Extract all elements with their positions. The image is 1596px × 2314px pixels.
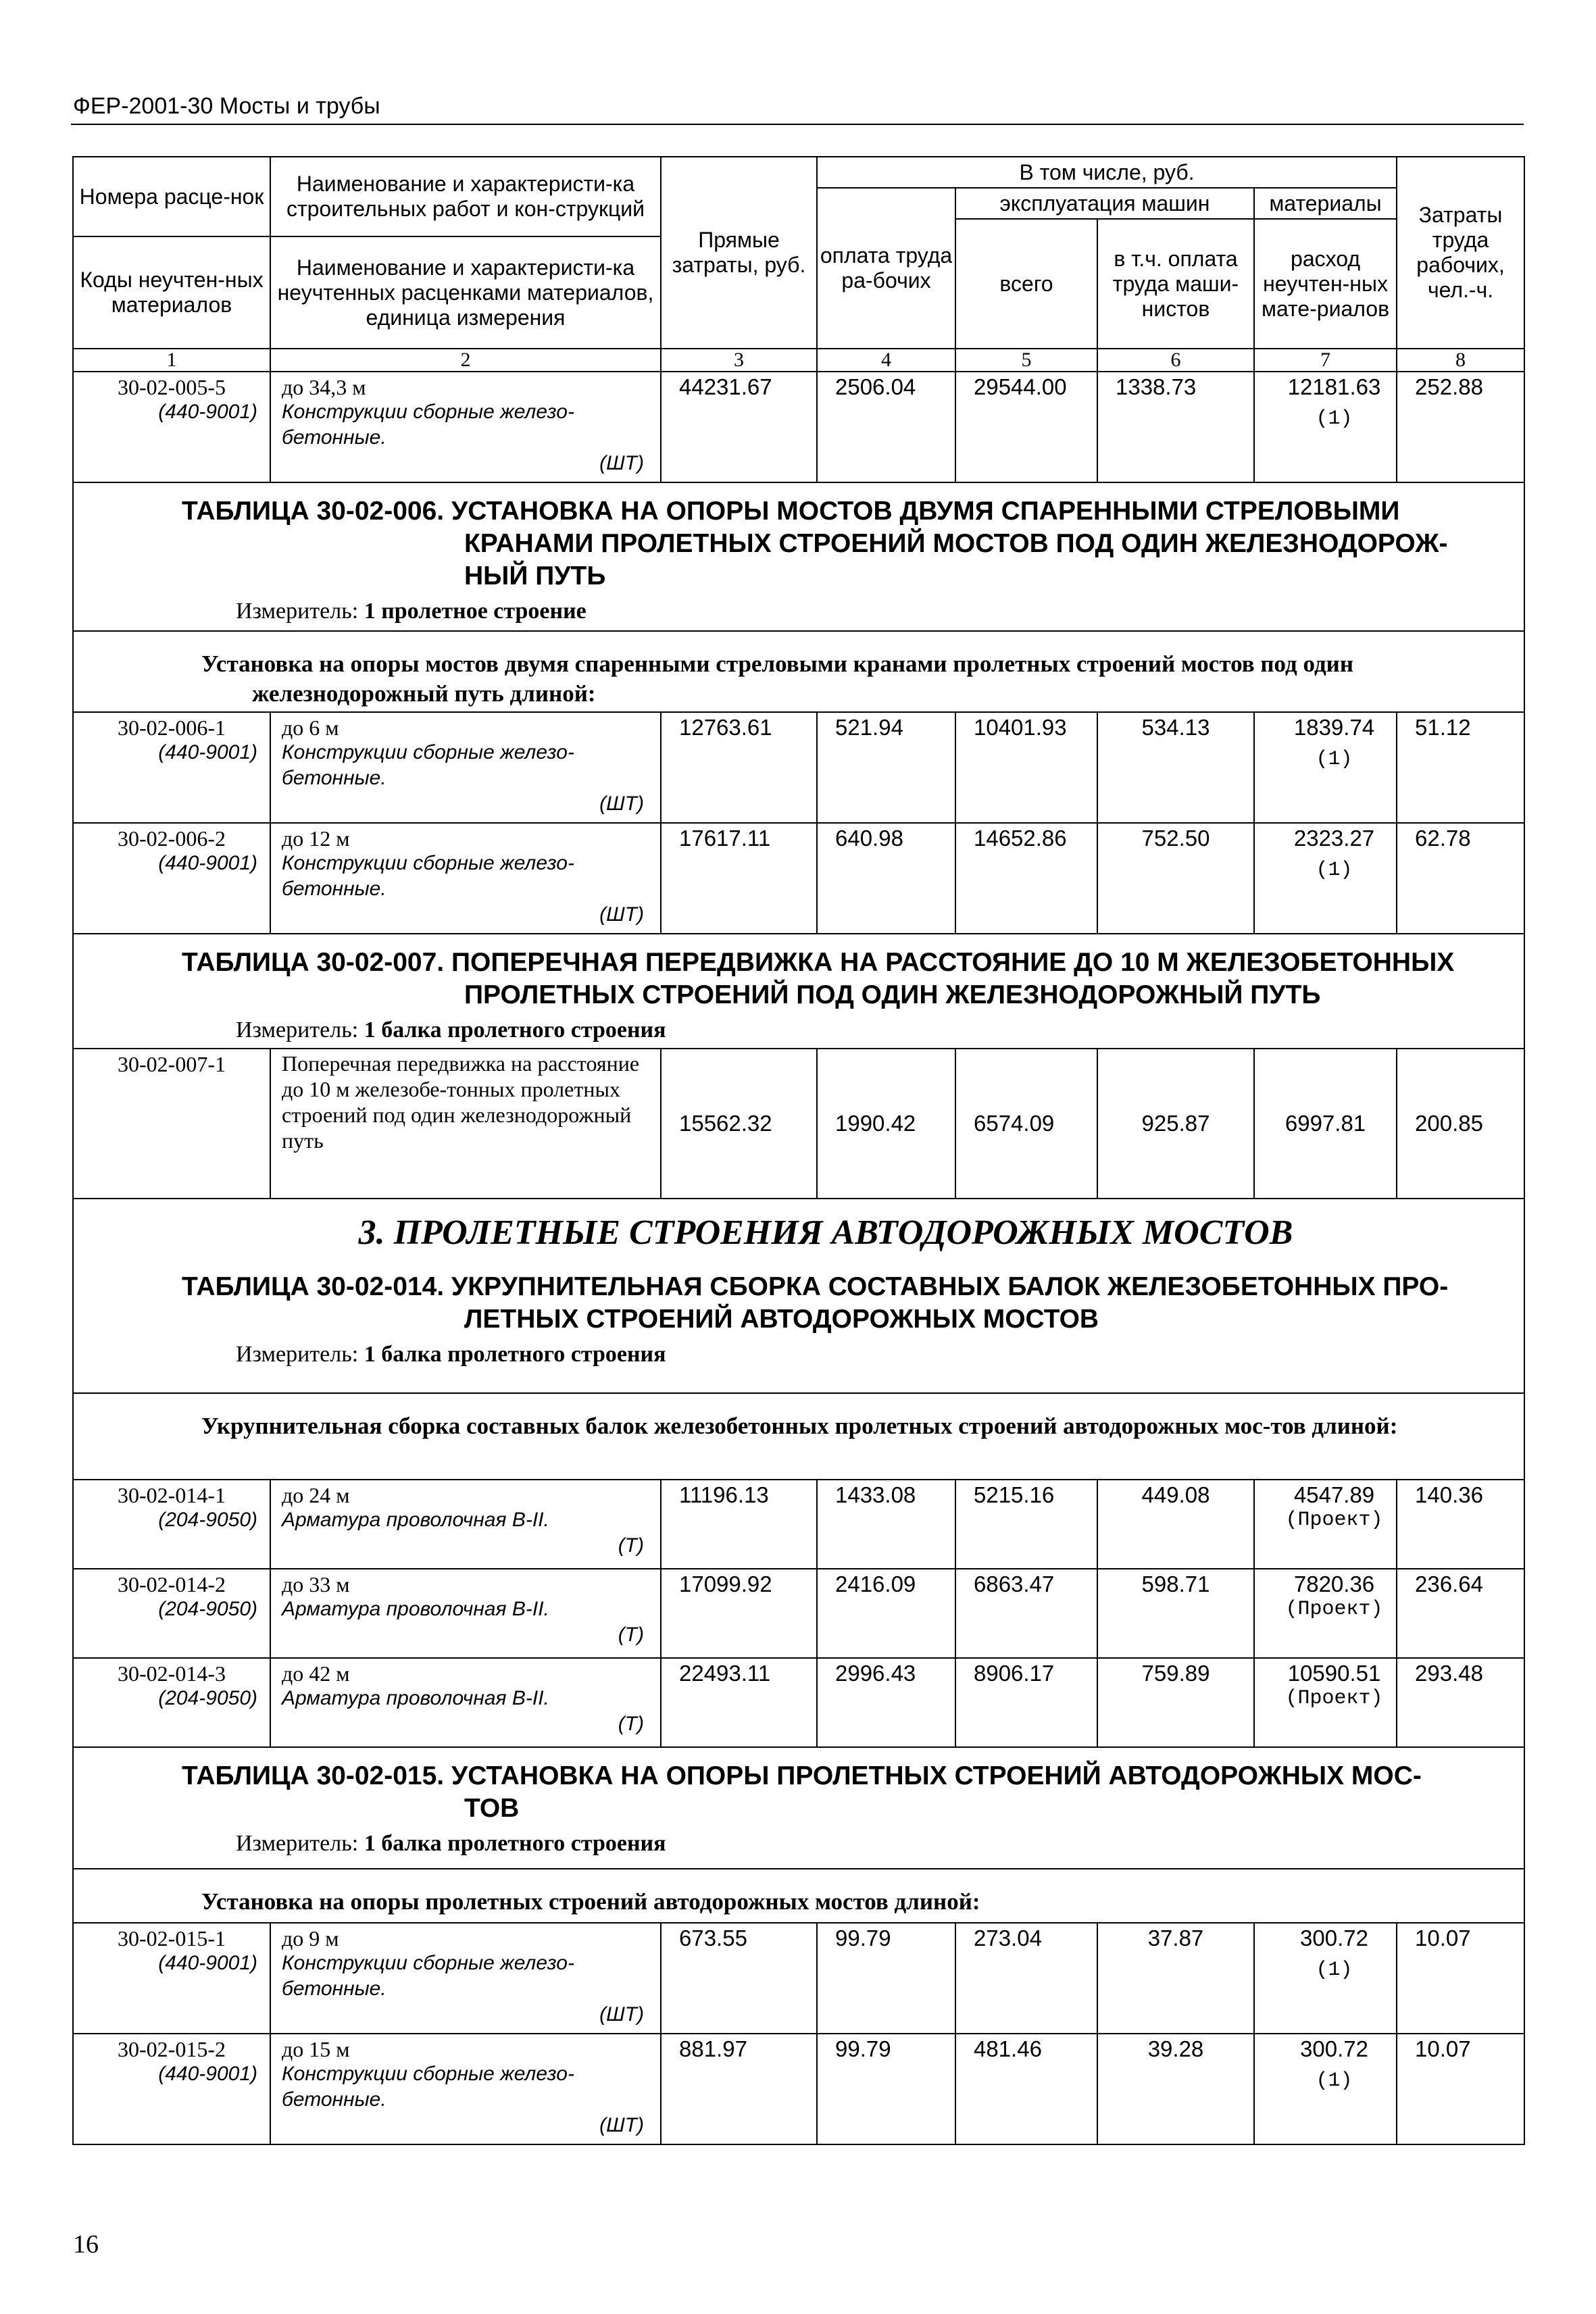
rate-code: 30-02-006-1	[118, 715, 226, 740]
work-name: до 34,3 м	[282, 375, 366, 399]
operators-pay: 759.89	[1097, 1658, 1254, 1747]
table-subtitle: Укрупнительная сборка составных балок железобетонных пролетных строений автодорожных мос-тов длиной:	[201, 1413, 1398, 1439]
materials: 6997.81	[1254, 1049, 1397, 1199]
table-014-subtitle	[73, 1393, 1524, 1480]
labor-hours: 10.07	[1397, 2034, 1524, 2144]
table-015-heading	[73, 1747, 1524, 1869]
material-name: Арматура проволочная В-II.	[282, 1509, 549, 1531]
table-subtitle: Установка на опоры пролетных строений автодорожных мостов длиной:	[201, 1888, 980, 1915]
labor-hours: 51.12	[1397, 712, 1524, 823]
work-name: до 24 м	[282, 1483, 350, 1507]
material-code: (440-9001)	[158, 852, 257, 874]
header-work-name: Наименование и характеристи-ка строительных работ и кон-струкций	[270, 157, 661, 236]
header-operators-pay: в т.ч. оплата труда маши-нистов	[1097, 219, 1254, 349]
machines-total: 6574.09	[955, 1049, 1097, 1199]
labor-pay: 2506.04	[817, 372, 955, 482]
header-including: В том числе, руб.	[817, 157, 1397, 188]
direct-costs: 673.55	[661, 1923, 817, 2034]
material-ref: (1)	[1316, 2069, 1353, 2092]
direct-costs: 15562.32	[661, 1049, 817, 1199]
work-name: до 33 м	[282, 1572, 350, 1596]
meter-label: Измеритель:	[236, 599, 359, 624]
column-number-row: 1 2 3 4 5 6 7 8	[73, 349, 1524, 372]
section-title: 3. ПРОЛЕТНЫЕ СТРОЕНИЯ АВТОДОРОЖНЫХ МОСТОВ	[358, 1213, 1293, 1252]
meter-value: 1 пролетное строение	[364, 599, 587, 624]
work-name: до 15 м	[282, 2037, 350, 2061]
table-row	[73, 372, 1524, 482]
header-material-name: Наименование и характеристи-ка неучтенных расценками материалов, единица измерения	[270, 236, 661, 349]
meter-label: Измеритель:	[236, 1342, 359, 1367]
unit: (ШТ)	[599, 452, 644, 474]
machines-total: 29544.00	[955, 372, 1097, 482]
unit: (Т)	[618, 1534, 644, 1557]
unit: (ШТ)	[599, 903, 644, 926]
header-machines: эксплуатация машин	[955, 188, 1254, 219]
work-name: до 42 м	[282, 1661, 350, 1686]
header-rule	[71, 124, 1524, 125]
unit: (Т)	[618, 1624, 644, 1646]
machines-total: 6863.47	[955, 1569, 1097, 1658]
material-name: Конструкции сборные железо- бетонные.	[282, 2063, 574, 2111]
material-name: Конструкции сборные железо- бетонные.	[282, 1952, 574, 2000]
operators-pay: 752.50	[1097, 823, 1254, 934]
table-006-heading	[73, 482, 1524, 631]
direct-costs: 881.97	[661, 2034, 817, 2144]
material-code: (440-9001)	[158, 2063, 257, 2085]
table-title: ТАБЛИЦА 30-02-015. УСТАНОВКА НА ОПОРЫ ПРОЛЕТНЫХ СТРОЕНИЙ АВТОДОРОЖНЫХ МОС-ТОВ	[182, 1761, 1422, 1823]
materials: 300.72	[1300, 2036, 1368, 2061]
rate-code: 30-02-006-2	[118, 826, 226, 851]
materials: 300.72	[1300, 1926, 1368, 1951]
rate-code: 30-02-014-1	[118, 1483, 226, 1507]
material-ref: (Проект)	[1285, 1687, 1383, 1710]
material-ref: (1)	[1316, 407, 1353, 430]
materials: 4547.89	[1293, 1482, 1375, 1507]
header-labor-hours: Затраты труда рабочих, чел.-ч.	[1397, 157, 1524, 349]
rate-code: 30-02-015-1	[118, 1926, 226, 1951]
table-title: ТАБЛИЦА 30-02-007. ПОПЕРЕЧНАЯ ПЕРЕДВИЖКА НА РАССТОЯНИЕ ДО 10 М ЖЕЛЕЗОБЕТОННЫХ ПРОЛЕТНЫХ СТРОЕНИЙ ПОД ОДИН ЖЕЛЕЗНОДОРОЖНЫЙ ПУТЬ	[182, 948, 1455, 1009]
operators-pay: 39.28	[1097, 2034, 1254, 2144]
header-material-codes: Коды неучтен-ных материалов	[73, 236, 270, 349]
material-code: (204-9050)	[158, 1509, 257, 1531]
work-name: до 6 м	[282, 715, 339, 740]
direct-costs: 22493.11	[661, 1658, 817, 1747]
materials: 10590.51	[1287, 1661, 1381, 1686]
header-row-1	[73, 157, 1524, 188]
labor-pay: 521.94	[817, 712, 955, 823]
rate-code: 30-02-007-1	[118, 1052, 226, 1076]
header-materials: материалы	[1254, 188, 1397, 219]
operators-pay: 534.13	[1097, 712, 1254, 823]
materials: 7820.36	[1293, 1571, 1375, 1596]
labor-hours: 200.85	[1397, 1049, 1524, 1199]
operators-pay: 925.87	[1097, 1049, 1254, 1199]
labor-pay: 1433.08	[817, 1480, 955, 1569]
direct-costs: 11196.13	[661, 1480, 817, 1569]
unit: (ШТ)	[599, 2003, 644, 2026]
machines-total: 14652.86	[955, 823, 1097, 934]
labor-hours: 236.64	[1397, 1569, 1524, 1658]
rates-table	[72, 156, 1525, 2145]
material-name: Арматура проволочная В-II.	[282, 1598, 549, 1620]
labor-hours: 252.88	[1397, 372, 1524, 482]
work-name: до 12 м	[282, 826, 350, 851]
materials: 1839.74	[1293, 715, 1375, 740]
material-name: Конструкции сборные железо- бетонные.	[282, 401, 574, 449]
labor-hours: 10.07	[1397, 1923, 1524, 2034]
table-row	[73, 823, 1524, 934]
operators-pay: 449.08	[1097, 1480, 1254, 1569]
table-007-heading	[73, 934, 1524, 1049]
labor-hours: 140.36	[1397, 1480, 1524, 1569]
header-material-consumption: расход неучтен-ных мате-риалов	[1254, 219, 1397, 349]
material-ref: (1)	[1316, 859, 1353, 882]
labor-pay: 1990.42	[817, 1049, 955, 1199]
direct-costs: 12763.61	[661, 712, 817, 823]
table-row	[73, 712, 1524, 823]
rate-code: 30-02-005-5	[118, 375, 226, 399]
table-row	[73, 1049, 1524, 1199]
labor-hours: 62.78	[1397, 823, 1524, 934]
meter-value: 1 балка пролетного строения	[364, 1017, 666, 1042]
material-ref: (1)	[1316, 748, 1353, 771]
labor-pay: 2996.43	[817, 1658, 955, 1747]
work-name: Поперечная передвижка на расстояние до 10 м железобе-тонных пролетных строений под один железнодорожный путь	[270, 1049, 661, 1199]
material-ref: (1)	[1316, 1959, 1353, 1982]
meter-value: 1 балка пролетного строения	[364, 1831, 666, 1856]
table-title: ТАБЛИЦА 30-02-014. УКРУПНИТЕЛЬНАЯ СБОРКА СОСТАВНЫХ БАЛОК ЖЕЛЕЗОБЕТОННЫХ ПРО-ЛЕТНЫХ СТРОЕНИЙ АВТОДОРОЖНЫХ МОСТОВ	[182, 1272, 1449, 1334]
header-machines-total: всего	[955, 219, 1097, 349]
material-ref: (Проект)	[1285, 1509, 1383, 1532]
meter-value: 1 балка пролетного строения	[364, 1342, 666, 1367]
table-006-subtitle	[73, 631, 1524, 712]
table-row	[73, 1480, 1524, 1569]
table-row	[73, 2034, 1524, 2144]
material-name: Конструкции сборные железо- бетонные.	[282, 741, 574, 789]
material-code: (440-9001)	[158, 401, 257, 423]
table-row	[73, 1569, 1524, 1658]
meter-label: Измеритель:	[236, 1831, 359, 1856]
material-code: (204-9050)	[158, 1598, 257, 1620]
labor-pay: 99.79	[817, 1923, 955, 2034]
machines-total: 273.04	[955, 1923, 1097, 2034]
material-name: Конструкции сборные железо- бетонные.	[282, 852, 574, 900]
material-name: Арматура проволочная В-II.	[282, 1687, 549, 1709]
labor-pay: 99.79	[817, 2034, 955, 2144]
labor-pay: 2416.09	[817, 1569, 955, 1658]
machines-total: 10401.93	[955, 712, 1097, 823]
table-014-heading	[73, 1199, 1524, 1393]
rate-code: 30-02-015-2	[118, 2037, 226, 2061]
operators-pay: 1338.73	[1097, 372, 1254, 482]
table-subtitle: Установка на опоры мостов двумя спаренными стреловыми кранами пролетных строений мостов под один железнодорожный путь длиной:	[201, 651, 1353, 707]
rate-code: 30-02-014-3	[118, 1661, 226, 1686]
running-header: ФЕР-2001-30 Мосты и трубы	[73, 93, 380, 119]
meter-label: Измеритель:	[236, 1017, 359, 1042]
header-rate-number: Номера расце-нок	[73, 157, 270, 236]
table-title: ТАБЛИЦА 30-02-006. УСТАНОВКА НА ОПОРЫ МОСТОВ ДВУМЯ СПАРЕННЫМИ СТРЕЛОВЫМИ КРАНАМИ ПРОЛЕТНЫХ СТРОЕНИЙ МОСТОВ ПОД ОДИН ЖЕЛЕЗНОДОРОЖ-НЫЙ ПУТЬ	[182, 497, 1448, 590]
table-row	[73, 1658, 1524, 1747]
direct-costs: 17099.92	[661, 1569, 817, 1658]
work-name: до 9 м	[282, 1926, 339, 1951]
rate-code: 30-02-014-2	[118, 1572, 226, 1596]
material-code: (440-9001)	[158, 741, 257, 763]
table-row	[73, 1923, 1524, 2034]
header-direct-costs: Прямые затраты, руб.	[661, 157, 817, 349]
unit: (ШТ)	[599, 793, 644, 815]
machines-total: 8906.17	[955, 1658, 1097, 1747]
direct-costs: 44231.67	[661, 372, 817, 482]
labor-hours: 293.48	[1397, 1658, 1524, 1747]
page-number: 16	[73, 2230, 99, 2259]
unit: (ШТ)	[599, 2114, 644, 2136]
operators-pay: 37.87	[1097, 1923, 1254, 2034]
unit: (Т)	[618, 1713, 644, 1735]
material-code: (204-9050)	[158, 1687, 257, 1709]
operators-pay: 598.71	[1097, 1569, 1254, 1658]
material-ref: (Проект)	[1285, 1598, 1383, 1621]
header-labor-pay: оплата труда ра-бочих	[817, 188, 955, 349]
labor-pay: 640.98	[817, 823, 955, 934]
material-code: (440-9001)	[158, 1952, 257, 1974]
table-015-subtitle	[73, 1869, 1524, 1923]
machines-total: 481.46	[955, 2034, 1097, 2144]
machines-total: 5215.16	[955, 1480, 1097, 1569]
materials: 2323.27	[1293, 826, 1375, 851]
materials: 12181.63	[1287, 374, 1381, 399]
direct-costs: 17617.11	[661, 823, 817, 934]
